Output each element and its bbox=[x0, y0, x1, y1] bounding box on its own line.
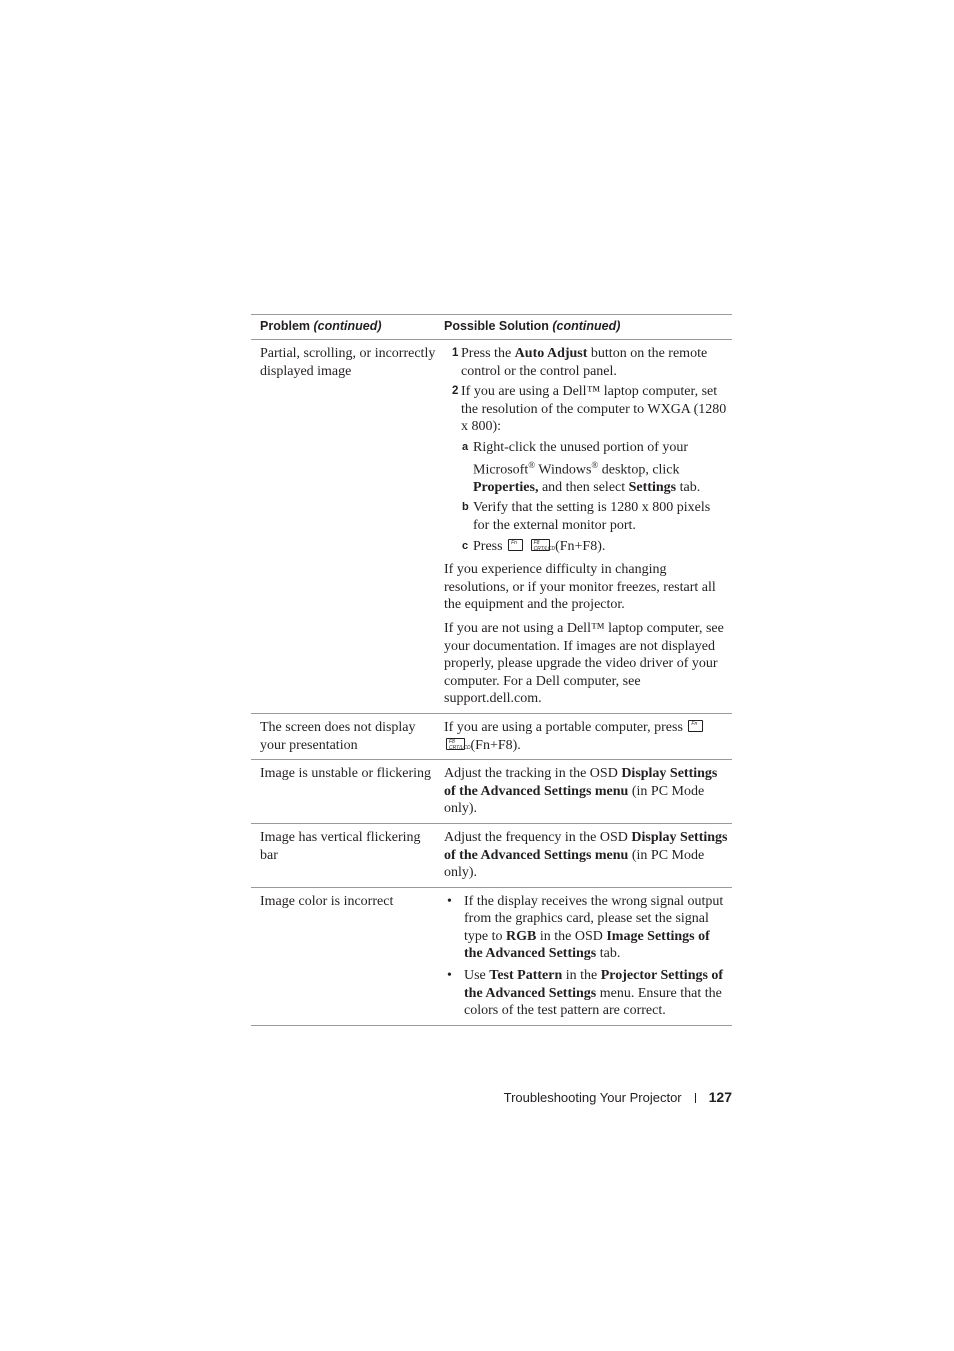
page-footer bbox=[0, 1089, 732, 1106]
header-problem bbox=[251, 315, 443, 339]
table-row bbox=[251, 340, 732, 714]
solution-paragraph: Adjust the frequency in the OSD Display Settings of the Advanced Settings menu (in PC Mode only). bbox=[444, 829, 728, 881]
problem-cell: Image is unstable or flickering bbox=[260, 766, 432, 782]
table-row bbox=[251, 888, 732, 1026]
header-problem-suffix: (continued) bbox=[313, 319, 382, 333]
substep-letter: b bbox=[462, 501, 469, 514]
header-solution bbox=[443, 315, 732, 339]
solution-bullet bbox=[444, 967, 728, 1020]
substep-text: Right-click the unused portion of your Microsoft® Windows® desktop, click Properties, and then select Settings tab. bbox=[473, 439, 701, 495]
fn-key-icon: Fn bbox=[508, 539, 523, 551]
solution-paragraph: If you experience difficulty in changing resolutions, or if your monitor freezes, restart all the equipment and the projector. bbox=[444, 562, 716, 613]
bullet-marker: • bbox=[447, 893, 452, 909]
solution-step bbox=[444, 345, 728, 380]
table-row bbox=[251, 824, 732, 888]
problem-cell: Image has vertical flickering bar bbox=[260, 829, 421, 863]
header-solution-suffix: (continued) bbox=[552, 319, 621, 333]
solution-cell bbox=[443, 888, 732, 1025]
footer-section-title: Troubleshooting Your Projector bbox=[503, 1090, 682, 1105]
auto-adjust-term: Auto Adjust bbox=[514, 346, 588, 361]
header-problem-label: Problem bbox=[260, 319, 311, 333]
solution-cell bbox=[443, 824, 732, 887]
substep-letter: a bbox=[462, 440, 469, 453]
table-row bbox=[251, 760, 732, 824]
substep-letter: c bbox=[462, 539, 469, 552]
bullet-marker: • bbox=[447, 968, 452, 984]
table-row bbox=[251, 714, 732, 760]
table-header-row bbox=[251, 314, 732, 340]
solution-paragraph: Adjust the tracking in the OSD Display Settings of the Advanced Settings menu (in PC Mode only). bbox=[444, 766, 718, 817]
page-number: 127 bbox=[708, 1089, 732, 1105]
step-number: 1 bbox=[452, 347, 459, 359]
header-solution-label: Possible Solution bbox=[444, 319, 549, 333]
solution-cell bbox=[443, 714, 732, 759]
footer-divider bbox=[695, 1093, 696, 1103]
solution-paragraph: If you are using a portable computer, press Fn F8 CRT/LCD (Fn+F8). bbox=[444, 719, 728, 754]
solution-substep bbox=[444, 439, 728, 496]
problem-cell: The screen does not display your presentation bbox=[260, 719, 416, 753]
f8-key-icon: F8 CRT/LCD bbox=[446, 738, 465, 750]
problem-cell: Image color is incorrect bbox=[260, 893, 394, 909]
solution-substep bbox=[444, 538, 728, 556]
problem-cell: Partial, scrolling, or incorrectly displayed image bbox=[260, 346, 436, 379]
step-text: If you are using a Dell™ laptop computer, set the resolution of the computer to WXGA (1280 x 800): bbox=[461, 384, 727, 435]
fn-key-icon: Fn bbox=[688, 720, 703, 732]
bullet-text: If the display receives the wrong signal output from the graphics card, please set the signal type to RGB in the OSD Image Settings of the Advanced Settings tab. bbox=[464, 893, 724, 962]
solution-substep bbox=[444, 499, 728, 534]
troubleshooting-table bbox=[251, 314, 732, 1026]
f8-key-icon: F8 CRT/LCD bbox=[531, 539, 550, 551]
substep-text: Press Fn F8 CRT/LCD (Fn+F8). bbox=[473, 538, 606, 554]
solution-bullet bbox=[444, 893, 728, 963]
step-text: Press the Auto Adjust button on the remote control or the control panel. bbox=[461, 346, 708, 379]
solution-cell bbox=[443, 760, 732, 823]
solution-step bbox=[444, 383, 728, 436]
step-number: 2 bbox=[452, 385, 459, 398]
substep-text: Verify that the setting is 1280 x 800 pixels for the external monitor port. bbox=[473, 500, 711, 533]
solution-cell bbox=[443, 340, 732, 713]
bullet-text: Use Test Pattern in the Projector Settings of the Advanced Settings menu. Ensure that the colors of the test pattern are correct. bbox=[464, 968, 724, 1019]
solution-paragraph: If you are not using a Dell™ laptop computer, see your documentation. If images are not displayed properly, please upgrade the video driver of your computer. For a Dell computer, see support.dell.com. bbox=[444, 620, 724, 707]
